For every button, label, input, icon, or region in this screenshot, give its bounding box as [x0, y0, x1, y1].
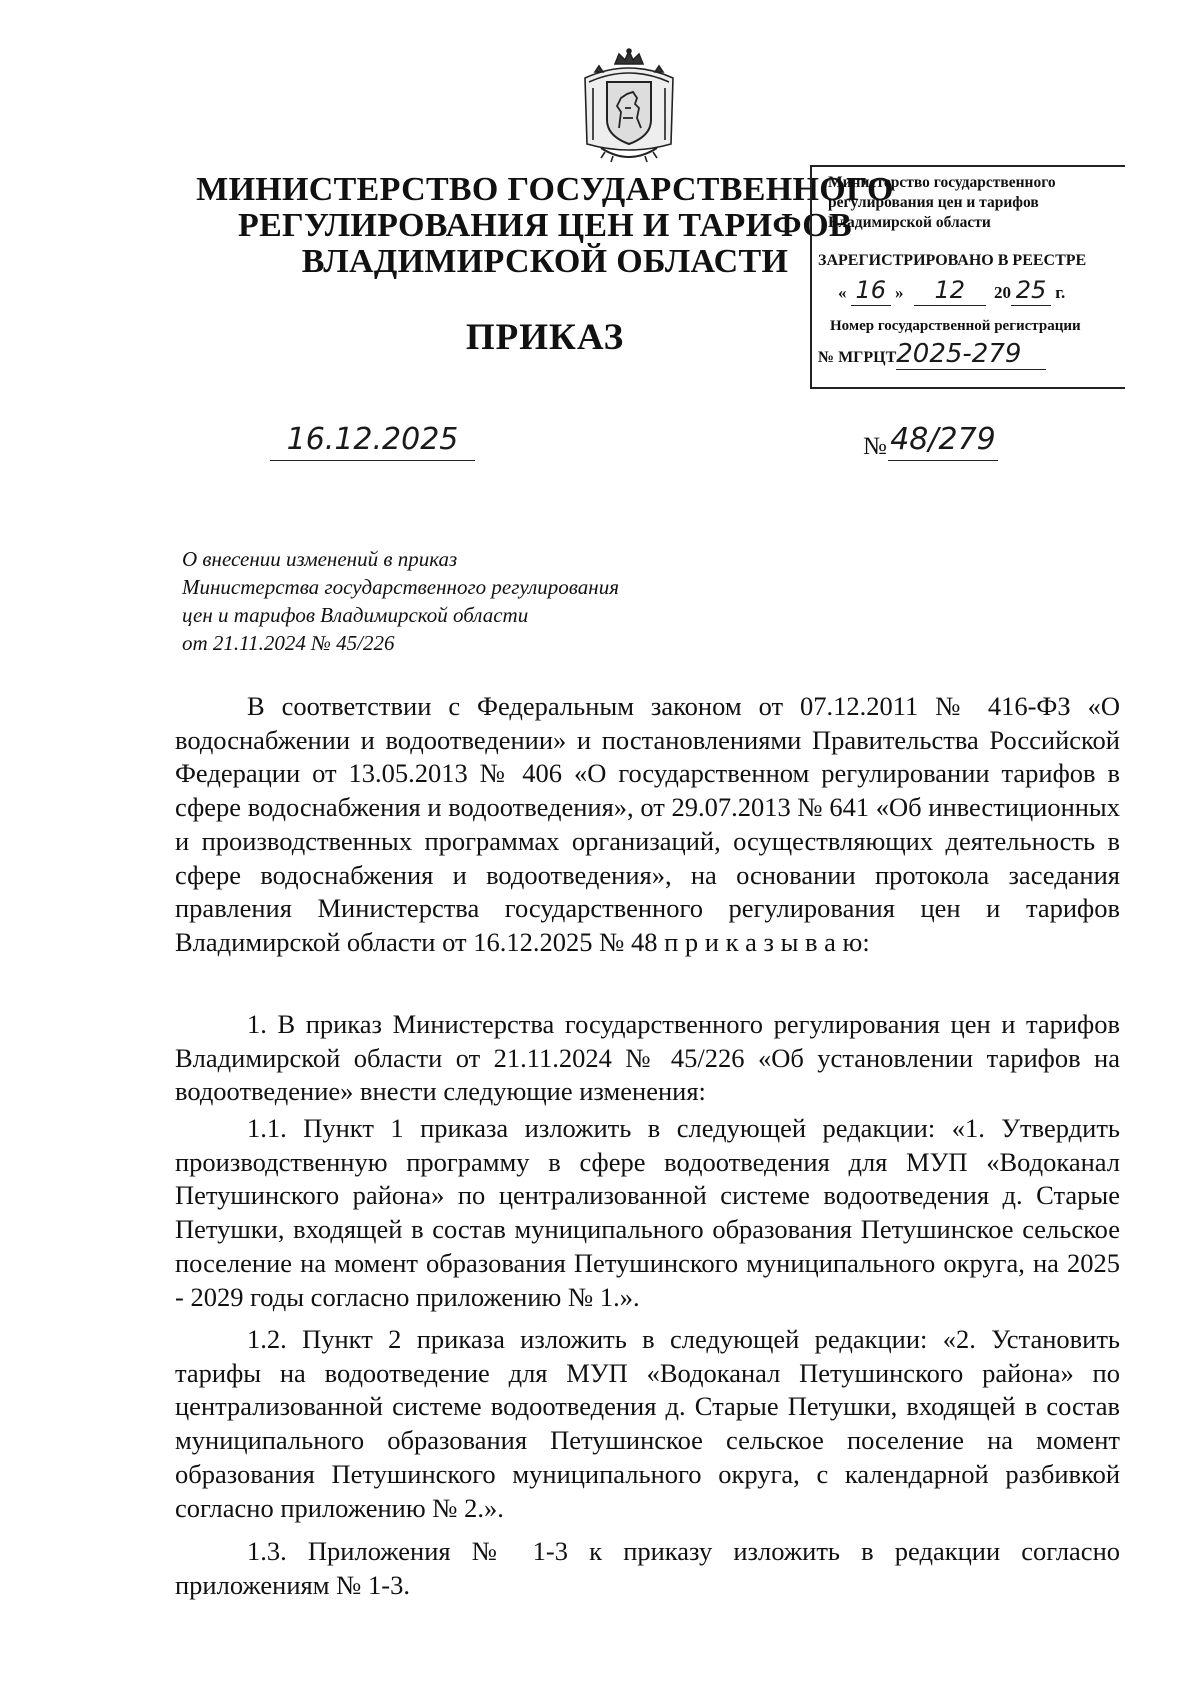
- stamp-date-year-end: г.: [1055, 283, 1066, 302]
- order-number: 48/279: [888, 420, 998, 461]
- stamp-border-bottom: [810, 387, 1125, 389]
- stamp-org-line-2: регулирования цен и тарифов: [828, 194, 1039, 211]
- order-date: 16.12.2025: [270, 420, 475, 461]
- stamp-date-month: 12: [914, 275, 986, 306]
- stamp-org-line-1: Министерство государственного: [828, 174, 1056, 191]
- subject-line-1: О внесении изменений в приказ: [182, 547, 458, 571]
- coat-of-arms-emblem: [575, 48, 683, 166]
- order-number-label: №: [863, 433, 887, 460]
- subject-line-4: от 21.11.2024 № 45/226: [182, 631, 395, 655]
- stamp-org-line-3: Владимирской области: [828, 214, 991, 231]
- ministry-name-line-2: РЕГУЛИРОВАНИЯ ЦЕН И ТАРИФОВ: [238, 207, 852, 244]
- stamp-registered-label: ЗАРЕГИСТРИРОВАНО В РЕЕСТРЕ: [818, 252, 1087, 269]
- stamp-date-day: 16: [851, 275, 891, 306]
- preamble-paragraph: В соответствии с Федеральным законом от 07.12.2011 № 416-ФЗ «О водоснабжении и водоотведении» и постановлениями Правительства Российской Федерации от 13.05.2013 № 406 «О государственном регулировании тарифов в сфере водоснабжения и водоотведения», от 29.07.2013 № 641 «Об инвестиционных и производственных программах организаций, осуществляющих деятельность в сфере водоснабжения и водоотведения», на основании протокола заседания правления Министерства государственного регулирования цен и тарифов Владимирской области от 16.12.2025 № 48 п р и к а з ы в а ю:: [175, 691, 1120, 957]
- document-type-title: ПРИКАЗ: [465, 317, 625, 358]
- stamp-registration-date: [838, 275, 1065, 308]
- order-subject: [182, 545, 702, 657]
- subject-line-3: цен и тарифов Владимирской области: [182, 603, 529, 627]
- item-1-1-paragraph: 1.1. Пункт 1 приказа изложить в следующей редакции: «1. Утвердить производственную программу в сфере водоотведения для МУП «Водоканал Петушинского района» по централизованной системе водоотведения д. Старые Петушки, входящей в состав муниципального образования Петушинское сельское поселение на момент образования Петушинского муниципального округа, на 2025 - 2029 годы согласно приложению № 1.».: [175, 1113, 1120, 1312]
- stamp-date-year-suffix: 25: [1011, 275, 1051, 306]
- stamp-date-open-quote: «: [838, 283, 847, 302]
- registration-stamp: [810, 165, 1125, 388]
- stamp-reg-number-prefix: № МГРЦТ: [818, 349, 897, 366]
- stamp-border-left: [810, 165, 812, 388]
- ministry-name-line-3: ВЛАДИМИРСКОЙ ОБЛАСТИ: [301, 243, 789, 280]
- stamp-reg-number: [818, 339, 1046, 373]
- item-1-3-paragraph: 1.3. Приложения № 1-3 к приказу изложить в редакции согласно приложениям № 1-3.: [175, 1536, 1120, 1600]
- stamp-reg-number-value: 2025-279: [896, 339, 1046, 370]
- stamp-reg-number-label: Номер государственной регистрации: [830, 318, 1081, 334]
- item-1-paragraph: 1. В приказ Министерства государственного регулирования цен и тарифов Владимирской области от 21.11.2024 № 45/226 «Об установлении тарифов на водоотведение» внести следующие изменения:: [175, 1009, 1120, 1107]
- stamp-border-top: [810, 165, 1125, 167]
- stamp-date-year-prefix: 20: [994, 283, 1011, 302]
- stamp-date-close-quote: »: [895, 283, 904, 302]
- subject-line-2: Министерства государственного регулирования: [182, 575, 619, 599]
- item-1-2-paragraph: 1.2. Пункт 2 приказа изложить в следующей редакции: «2. Установить тарифы на водоотведение для МУП «Водоканал Петушинского района» по централизованной системе водоотведения д. Старые Петушки, входящей в состав муниципального образования Петушинское сельское поселение на момент образования Петушинского муниципального округа, с календарной разбивкой согласно приложению № 2.».: [175, 1324, 1120, 1523]
- ministry-name-line-1: МИНИСТЕРСТВО ГОСУДАРСТВЕННОГО: [196, 171, 894, 208]
